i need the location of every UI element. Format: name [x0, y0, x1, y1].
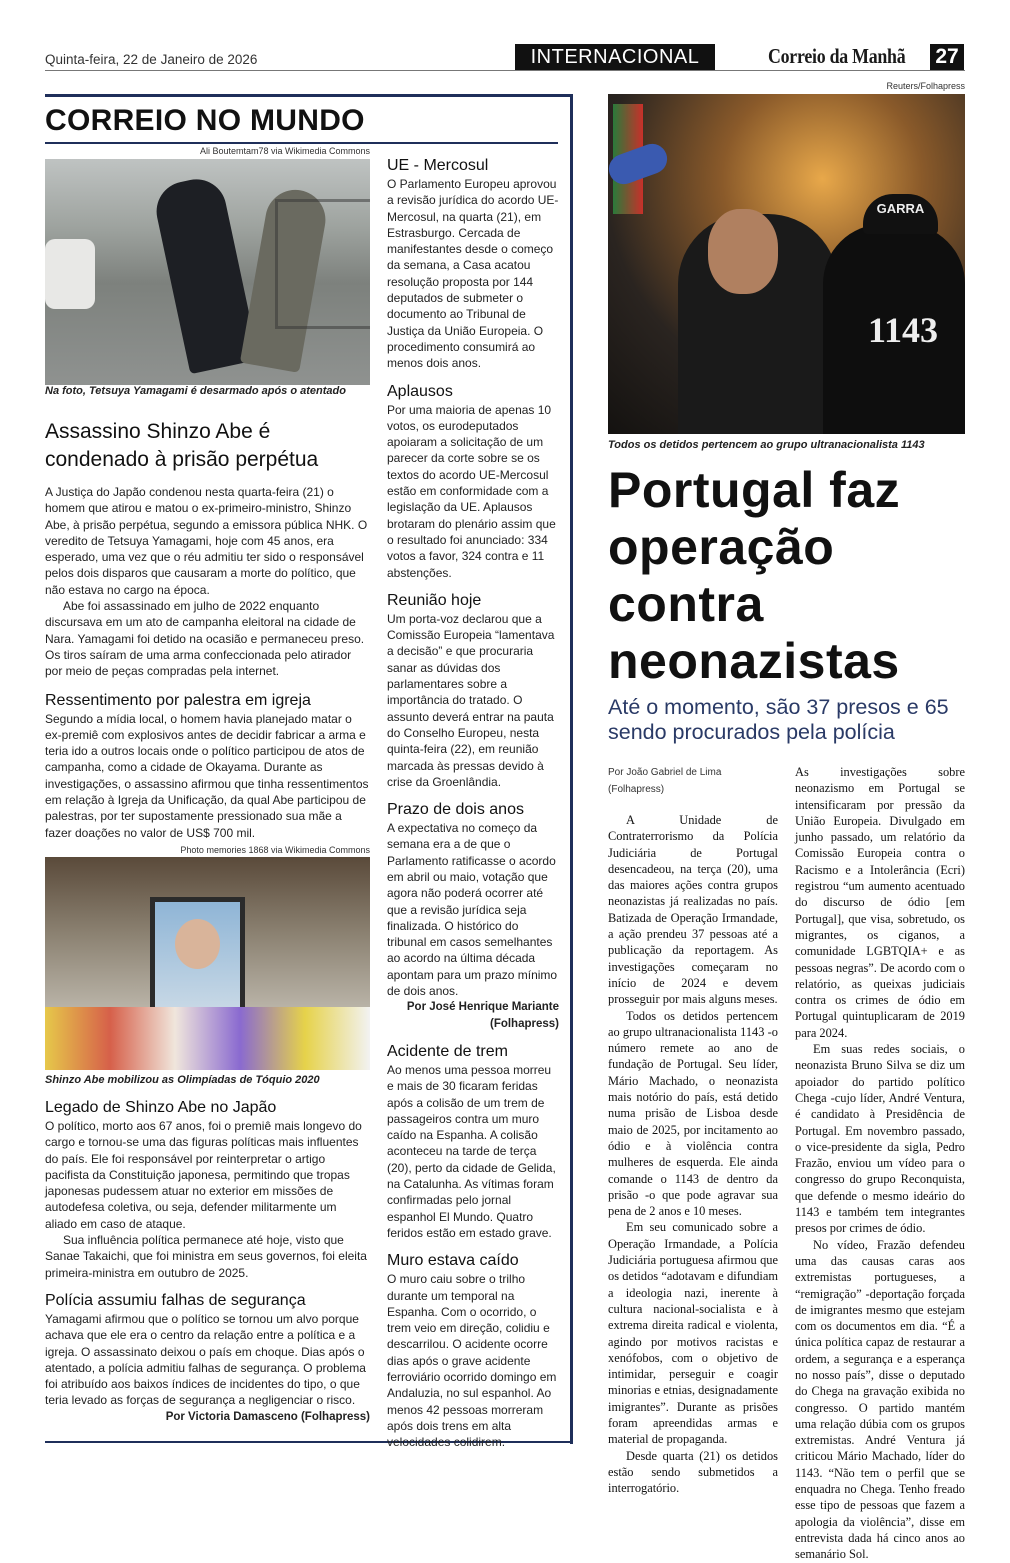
photo-caption: Shinzo Abe mobilizou as Olimpíadas de Tóquio 2020 — [45, 1074, 320, 1086]
cap-lettering: GARRA — [863, 194, 938, 234]
paragraph: A Unidade de Contraterrorismo da Polícia Judiciária de Portugal desencadeou, na terça (20), uma das maiores ações contra grupos neonazistas já realizadas no país. Batizada de Operação Irmandade, a ação prendeu 37 pessoas até a publicação da reportagem. As investigações começaram no início de 2024 e devem prosseguir por mais alguns meses. — [608, 813, 778, 1007]
byline: Por Victoria Damasceno (Folhapress) — [165, 1410, 370, 1423]
paragraph: Segundo a mídia local, o homem havia planejado matar o ex-premiê com explosivos antes de decidir fabricar a arma e teria ido a outros locais onde o político participou de atos de campanha, como a cidade de Okayama. Durante as investigações, o assassino afirmou que tinha ressentimentos em relação à Igreja da Unificação, da qual Abe participou de palestras, por ter supostamente pressionado sua mãe a fazer doações no valor de US$ 700 mil. — [45, 711, 369, 840]
paragraph: A Justiça do Japão condenou nesta quarta-feira (21) o homem que atirou e matou o ex-primeiro-ministro, Shinzo Abe, à prisão perpétua, segundo a emissora pública NHK. O veredito de Tetsuya Yamagami, hoje com 45 anos, era esperado, uma vez que o réu admitiu ter sido o responsável pelos dois disparos que causaram a morte do político, que não estava no cargo na época. — [45, 485, 368, 597]
byline-agency: (Folhapress) — [608, 784, 665, 795]
paragraph: O muro caiu sobre o trilho durante um temporal na Espanha. Com o ocorrido, o trem veio em direção, colidiu e descarrilou. O acidente ocorre dias após o grave acidente ferroviário ocorrido domingo em Andaluzia, no sul espanhol. Ao menos 42 pessoas morreram após dois trens em alta velocidades colidirem. — [387, 1272, 557, 1450]
headline: Assassino Shinzo Abe é condenado à prisão perpétua — [45, 420, 319, 471]
box-border-right — [570, 94, 573, 1444]
paragraph: Yamagami afirmou que o político se tornou um alvo porque achava que ele era o centro da relação entre a política e a igreja. O assassinato deixou o país em choque. Dias após o atentado, a polícia admitiu falhas de segurança. O problema foi atribuído aos baixos índices de incidentes do tipo, o que teria levado as forças de segurança a negligenciar o risco. — [45, 1311, 366, 1408]
subheading: Muro estava caído — [387, 1252, 519, 1270]
issue-date: Quinta-feira, 22 de Janeiro de 2026 — [45, 52, 258, 67]
photo-credit: Reuters/Folhapress — [886, 81, 965, 91]
photo-caption: Na foto, Tetsuya Yamagami é desarmado após o atentado — [45, 385, 346, 397]
subheadline: Até o momento, são 37 presos e 65 sendo procurados pela polícia — [608, 695, 949, 744]
photo-neonazi-protest: GARRA 1143 — [608, 94, 965, 434]
photo-abe-attacker — [45, 159, 370, 385]
paragraph: Todos os detidos pertencem ao grupo ultranacionalista 1143 -o número remete ao ano de fundação de Portugal. Seu líder, Mário Machado, o neonazista mais notório do país, está detido numa prisão de Lisboa desde maio de 2025, por incitamento ao ódio e à violência contra mulheres de esquerda. Ele ainda comande o 1143 de dentro da prisão -o que pode agravar sua pena de 2 anos e 10 meses. — [608, 1008, 778, 1219]
byline: Por José Henrique Mariante (Folhapress) — [406, 1001, 559, 1030]
paragraph: Por uma maioria de apenas 10 votos, os eurodeputados apoiaram a solicitação de um parecer da corte sobre se os textos do acordo UE-Mercosul estão em conformidade com a legislação da UE. Aplausos brotaram do plenário assim que o resultado foi anunciado: 334 votos a favor, 324 contra e 11 abstenções. — [387, 402, 556, 580]
photo-abe-memorial — [45, 857, 370, 1070]
photo-caption: Todos os detidos pertencem ao grupo ultranacionalista 1143 — [608, 439, 925, 451]
photo-credit: Photo memories 1868 via Wikimedia Commons — [180, 845, 370, 855]
paragraph: O Parlamento Europeu aprovou a revisão jurídica do acordo UE-Mercosul, na quarta (21), em Estrasburgo. Cercada de manifestantes desde o começo da semana, a Casa acatou resolução proposta por 144 deputados de submeter o documento ao Tribunal de Justiça da União Europeia. O procedimento consumirá ao menos dois anos. — [387, 177, 559, 371]
subheading: Aplausos — [387, 382, 453, 400]
byline: Por João Gabriel de Lima — [608, 767, 722, 778]
subheading: Reunião hoje — [387, 591, 482, 609]
paragraph: Ao menos uma pessoa morreu e mais de 30 ficaram feridas após a colisão de um trem de passageiros contra um muro caído na Espanha. A colisão aconteceu na tarde de terça (20), perto da cidade de Gelida, na Catalunha. As vítimas foram confirmadas pelo jornal espanhol El Mundo. Quatro feridos estão em estado grave. — [387, 1062, 556, 1240]
photo-credit: Ali Boutemtam78 via Wikimedia Commons — [199, 146, 370, 156]
section-label: INTERNACIONAL — [515, 44, 715, 70]
paragraph: O político, morto aos 67 anos, foi o premiê mais longevo do cargo e tornou-se uma das figuras políticas mais influentes do país. Ele foi responsável por reinterpretar o artigo pacifista da Constituição japonesa, permitindo que tropas japonesas pudessem atuar no exterior em missões de autodefesa coletiva, ou seja, defender militarmente um aliado em caso de ataque. — [45, 1119, 362, 1231]
header-rule — [45, 70, 965, 71]
page-number: 27 — [930, 44, 964, 70]
paragraph: Em seu comunicado sobre a Operação Irmandade, a Polícia Judiciária portuguesa afirmou que os detidos “adotavam e difundiam a ideologia nazi, inerente à cultura nacional-socialista e à extrema direita radical e violenta, agindo por motivos racistas e xenófobos, com o objetivo de intimidar, perseguir e coagir minorias e etnias, designadamente imigrantes”. Durante as prisões foram apreendidas armas e material de propaganda. — [608, 1220, 778, 1447]
newspaper-logo: Correio da Manhã — [768, 44, 906, 68]
paragraph: No vídeo, Frazão defendeu uma das causas caras aos extremistas portugueses, a “remigração” -deportação forçada de imigrantes mesmo que estejam com os documentos em dia. “É a única política capaz de restaurar a ordem, a segurança e a esperança no nosso país”, disse o deputado do Chega na gravação exibida no congresso. O partido mantém uma relação dúbia com os grupos extremistas. André Ventura já criticou Mário Machado, líder do 1143. “Não tem o perfil que se enquadra no Chega. Tenho freado esse tipo de pessoas que fazem a apologia da violência”, disse em entrevista dada há cinco anos ao semanário Sol. — [795, 1237, 965, 1562]
paragraph: As investigações sobre neonazismo em Portugal se intensificaram por pressão da União Europeia. Divulgado em junho passado, um relatório da Comissão Europeia contra o Racismo e a Intolerância (Ecri) registrou “um aumento acentuado do discurso de ódio [em Portugal], que visa, sobretudo, os migrantes, os ciganos, a comunidade LGBTQIA+ e as pessoas negras”. De acordo com o relatório, as queixas judiciais contra os crimes de ódio em Portugal quintuplicaram de 2019 para 2024. — [795, 765, 965, 1040]
headline: Portugal faz operação contra neonazistas — [608, 462, 901, 689]
subheading: Prazo de dois anos — [387, 801, 524, 819]
paragraph: Um porta-voz declarou que a Comissão Europeia “lamentava a decisão” e que procuraria sanar as dúvidas dos parlamentares sobre a importância do tratado. O assunto deverá entrar na pauta do Conselho Europeu, nesta quinta-feira (22), em reunião marcada às pressas devido à crise da Groenlândia. — [387, 611, 555, 789]
subheading: Acidente de trem — [387, 1042, 508, 1060]
column-title: CORREIO NO MUNDO — [45, 104, 365, 137]
subheading: Polícia assumiu falhas de segurança — [45, 1291, 306, 1309]
paragraph: Desde quarta (21) os detidos estão sendo submetidos a interrogatório. — [608, 1448, 778, 1496]
paragraph: A expectativa no começo da semana era a de que o Parlamento ratificasse o acordo em abril ou maio, votação que agora não poderá ocorrer até que a revisão jurídica seja finalizada. O histórico do tribunal em casos semelhantes ao acordo na última década apontam para um prazo mínimo de dois anos. — [387, 821, 558, 999]
box-border-top — [45, 94, 573, 97]
subheading: Ressentimento por palestra em igreja — [45, 691, 311, 709]
title-rule — [45, 142, 558, 144]
paragraph: Em suas redes sociais, o neonazista Bruno Silva se diz um apoiador do partido político Chega -cujo líder, André Ventura, é candidato à Presidência de Portugal. Em novembro passado, o vice-presidente da sigla, Pedro Frazão, enviou um vídeo para o congresso do grupo Reconquista, que defende o mesmo ideário do 1143 e também tem integrantes presos por crimes de ódio. — [795, 1042, 965, 1236]
subheading: Legado de Shinzo Abe no Japão — [45, 1099, 277, 1116]
paragraph: Abe foi assassinado em julho de 2022 enquanto discursava em um ato de campanha eleitoral na cidade de Nara. Yamagami foi detido na ocasião e permaneceu preso. Os tiros saíram de uma arma confeccionada pelo atirador por meio de peças compradas pela internet. — [45, 599, 365, 679]
subheading: UE - Mercosul — [387, 157, 489, 174]
paragraph: Sua influência política permanece até hoje, visto que Sanae Takaichi, que foi ministra em seus governos, foi eleita primeira-ministra em outubro de 2025. — [45, 1233, 367, 1280]
